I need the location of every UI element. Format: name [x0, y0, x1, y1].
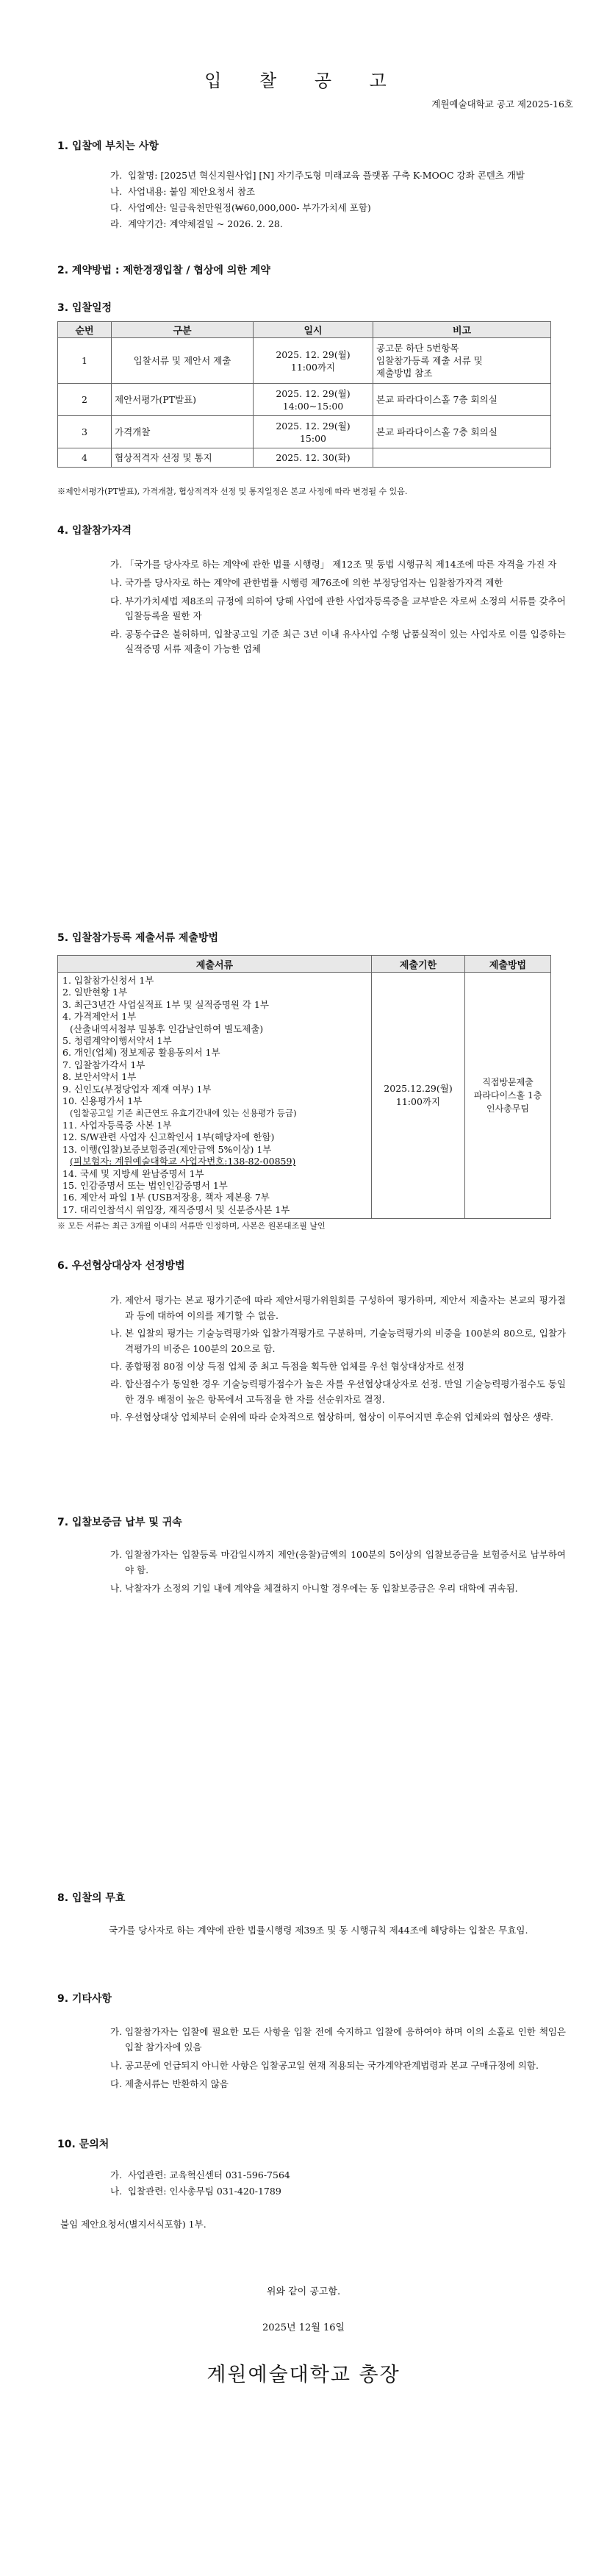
table-cell: 4	[58, 448, 112, 468]
table-header-cell: 구분	[112, 322, 254, 338]
list-item: 17. 대리인참석시 위임장, 재직증명서 및 신분증사본 1부	[62, 1203, 290, 1215]
list-item: 나. 공고문에 언급되지 아니한 사항은 입찰공고일 현재 적용되는 국가계약관계법령과 본교 구매규정에 의함.	[110, 2060, 539, 2071]
table-row	[58, 973, 551, 1219]
table-cell: 가격개찰	[112, 416, 254, 448]
table-row	[58, 448, 551, 468]
section-10-list	[110, 2167, 566, 2200]
section-2-heading: 2. 계약방법 : 제한경쟁입찰 / 협상에 의한 계약	[57, 265, 270, 276]
list-item: (입찰공고일 기준 최근연도 유효기간내에 있는 신용평가 등급)	[70, 1108, 297, 1119]
list-item: 3. 최근3년간 사업실적표 1부 및 실적증명원 각 1부	[62, 998, 269, 1010]
section-1-heading: 1. 입찰에 부치는 사항	[57, 140, 159, 152]
table-row	[58, 416, 551, 448]
list-item: 마. 우선협상대상 업체부터 순위에 따라 순차적으로 협상하며, 협상이 이루어지면 후순위 업체와의 협상은 생략.	[110, 1412, 553, 1423]
table-cell: 본교 파라다이스홀 7층 회의실	[373, 384, 551, 416]
list-item: 다. 종합평점 80점 이상 득점 업체 중 최고 득점을 획득한 업체를 우선 협상대상자로 선정	[110, 1361, 465, 1372]
list-item: 16. 제안서 파일 1부 (USB저장용, 책자 제본용 7부	[62, 1192, 270, 1203]
table-row	[58, 384, 551, 416]
table-header-cell: 비고	[373, 322, 551, 338]
table-header-cell: 순번	[58, 322, 112, 338]
section-8-text: 국가를 당사자로 하는 계약에 관한 법률시행령 제39조 및 동 시행규칙 제44조에 해당하는 입찰은 무효임.	[109, 1925, 528, 1936]
page-title: 입 찰 공 고	[204, 71, 403, 91]
notice-number: 계원예술대학교 공고 제2025-16호	[431, 99, 573, 110]
table-cell: 2025. 12. 29(월) 14:00~15:00	[254, 384, 373, 416]
list-item: 다. 사업예산: 일금육천만원정(₩60,000,000- 부가가치세 포함)	[110, 202, 371, 213]
list-item: 14. 국세 및 지방세 완납증명서 1부	[62, 1167, 204, 1179]
section-10-heading: 10. 문의처	[57, 2139, 109, 2150]
deadline-cell: 2025.12.29(월) 11:00까지	[372, 973, 465, 1219]
list-item: 4. 가격제안서 1부	[62, 1011, 137, 1023]
section-3-heading: 3. 입찰일정	[57, 302, 112, 314]
list-item: 가. 제안서 평가는 본교 평가기준에 따라 제안서평가위원회를 구성하여 평가하며, 제안서 제출자는 본교의 평가결과 등에 대하여 이의를 제기할 수 없음.	[110, 1295, 566, 1321]
list-item: 가. 사업관련: 교육혁신센터 031-596-7564	[110, 2169, 290, 2180]
schedule-footnote: ※제안서평가(PT발표), 가격개찰, 협상적격자 선정 및 통지일정은 본교 사정에 따라 변경될 수 있음.	[57, 487, 408, 496]
table-cell: 제안서평가(PT발표)	[112, 384, 254, 416]
list-item: 라. 공동수급은 불허하며, 입찰공고일 기준 최근 3년 이내 유사사업 수행 납품실적이 있는 사업자로 이를 입증하는 실적증명 서류 제출이 가능한 업체	[110, 629, 566, 654]
list-item: 9. 신인도(부정당업자 제재 여부) 1부	[62, 1083, 212, 1095]
list-item: 나. 사업내용: 붙임 제안요청서 참조	[110, 186, 256, 197]
section-8-heading: 8. 입찰의 무효	[57, 1892, 126, 1904]
signer-name: 계원예술대학교 총장	[206, 2364, 401, 2386]
table-header-row	[58, 956, 551, 973]
list-item: 가. 입찰참가자는 입찰등록 마감일시까지 제안(응찰)금액의 100분의 5이상의 입찰보증금을 보험증서로 납부하여야 함.	[110, 1549, 566, 1575]
schedule-table	[57, 321, 551, 468]
notice-date: 2025년 12월 16일	[262, 2322, 345, 2333]
list-item: 10. 신용평가서 1부	[62, 1095, 143, 1107]
list-item: 5. 청렴계약이행서약서 1부	[62, 1035, 172, 1047]
table-cell: 2025. 12. 29(월) 11:00까지	[254, 338, 373, 384]
table-cell: 입찰서류 및 제안서 제출	[112, 338, 254, 384]
list-item: 나. 국가를 당사자로 하는 계약에 관한법률 시행령 제76조에 의한 부정당업자는 입찰참가자격 제한	[110, 577, 503, 588]
table-cell: 본교 파라다이스홀 7층 회의실	[373, 416, 551, 448]
table-cell: 협상적격자 선정 및 통지	[112, 448, 254, 468]
table-cell: 2025. 12. 30(화)	[254, 448, 373, 468]
table-cell: 공고문 하단 5번항목 입찰참가등록 제출 서류 및 제출방법 참조	[373, 338, 551, 384]
list-item: 나. 입찰관련: 인사총무팀 031-420-1789	[110, 2186, 281, 2197]
list-item: 나. 낙찰자가 소정의 기일 내에 계약을 체결하지 아니할 경우에는 동 입찰보증금은 우리 대학에 귀속됨.	[110, 1583, 518, 1594]
list-item: 8. 보안서약서 1부	[62, 1071, 137, 1083]
submission-footnote: ※ 모든 서류는 최근 3개월 이내의 서류만 인정하며, 사본은 원본대조필 날인	[57, 1221, 326, 1231]
table-header-row	[58, 322, 551, 338]
section-1-list	[110, 168, 566, 232]
list-item: 가. 입찰명: [2025년 혁신지원사업] [N] 자기주도형 미래교육 플랫폼 구축 K-MOOC 강좌 콘텐츠 개발	[110, 170, 525, 181]
list-item: (산출내역서첨부 밀봉후 인감날인하여 별도제출)	[70, 1023, 264, 1034]
section-9-list	[110, 2024, 566, 2092]
section-6-list	[110, 1292, 566, 1425]
list-item: 12. S/W관련 사업자 신고확인서 1부(해당자에 한함)	[62, 1131, 275, 1143]
table-row	[58, 338, 551, 384]
list-item: 1. 입찰참가신청서 1부	[62, 975, 154, 986]
list-item: 가. 입찰참가자는 입찰에 필요한 모든 사항을 입찰 전에 숙지하고 입찰에 응하여야 하며 이의 소홀로 인한 책임은 입찰 참가자에 있음	[110, 2026, 566, 2053]
table-header-cell: 제출기한	[372, 956, 465, 973]
list-item: 15. 인감증명서 또는 법인인감증명서 1부	[62, 1179, 228, 1191]
table-cell: 2025. 12. 29(월) 15:00	[254, 416, 373, 448]
section-7-list	[110, 1547, 566, 1596]
method-cell: 직접방문제출 파라다이스홀 1층 인사총무팀	[465, 973, 551, 1219]
list-item: 다. 제출서류는 반환하지 않음	[110, 2078, 229, 2089]
list-item: (피보험자: 계원예술대학교 사업자번호:138-82-00859)	[70, 1156, 296, 1167]
table-cell: 2	[58, 384, 112, 416]
list-item: 나. 본 입찰의 평가는 기술능력평가와 입찰가격평가로 구분하며, 기술능력평가의 비중을 100분의 80으로, 입찰가격평가의 비중은 100분의 20으로 함.	[110, 1328, 566, 1354]
closing-line: 위와 같이 공고함.	[266, 2286, 341, 2297]
section-7-heading: 7. 입찰보증금 납부 및 귀속	[57, 1517, 182, 1528]
list-item: 라. 합산점수가 동일한 경우 기술능력평가점수가 높은 자를 우선협상대상자로 선정. 만일 기술능력평가점수도 동일한 경우 배점이 높은 항목에서 고득점을 한 자를 선순위자로 결정.	[110, 1378, 566, 1405]
list-item: 6. 개인(업체) 정보제공 활용동의서 1부	[62, 1047, 220, 1059]
list-item: 2. 일반현황 1부	[62, 987, 128, 998]
table-header-cell: 일시	[254, 322, 373, 338]
section-6-heading: 6. 우선협상대상자 선정방법	[57, 1260, 185, 1272]
list-item: 라. 계약기간: 계약체결일 ~ 2026. 2. 28.	[110, 218, 283, 229]
submission-table	[57, 955, 551, 1219]
section-9-heading: 9. 기타사항	[57, 1993, 112, 2005]
section-4-list	[110, 557, 566, 656]
section-4-heading: 4. 입찰참가자격	[57, 525, 132, 537]
list-item: 7. 입찰참가각서 1부	[62, 1059, 146, 1070]
attachment-note: 붙임 제안요청서(별지서식포함) 1부.	[60, 2219, 206, 2230]
table-cell: 1	[58, 338, 112, 384]
list-item: 13. 이행(입찰)보증보험증권(제안금액 5%이상) 1부	[62, 1143, 272, 1155]
table-cell	[373, 448, 551, 468]
table-header-cell: 제출서류	[58, 956, 372, 973]
table-header-cell: 제출방법	[465, 956, 551, 973]
list-item: 다. 부가가치세법 제8조의 규정에 의하여 당해 사업에 관한 사업자등록증을 교부받은 자로써 소정의 서류를 갖추어 입찰등록을 필한 자	[110, 595, 566, 621]
section-5-heading: 5. 입찰참가등록 제출서류 제출방법	[57, 932, 219, 944]
table-cell: 3	[58, 416, 112, 448]
list-item: 가. 「국가를 당사자로 하는 계약에 관한 법률 시행령」 제12조 및 동법 시행규칙 제14조에 따른 자격을 가진 자	[110, 559, 557, 570]
list-item: 11. 사업자등록증 사본 1부	[62, 1119, 172, 1131]
document-list-cell	[58, 973, 372, 1219]
